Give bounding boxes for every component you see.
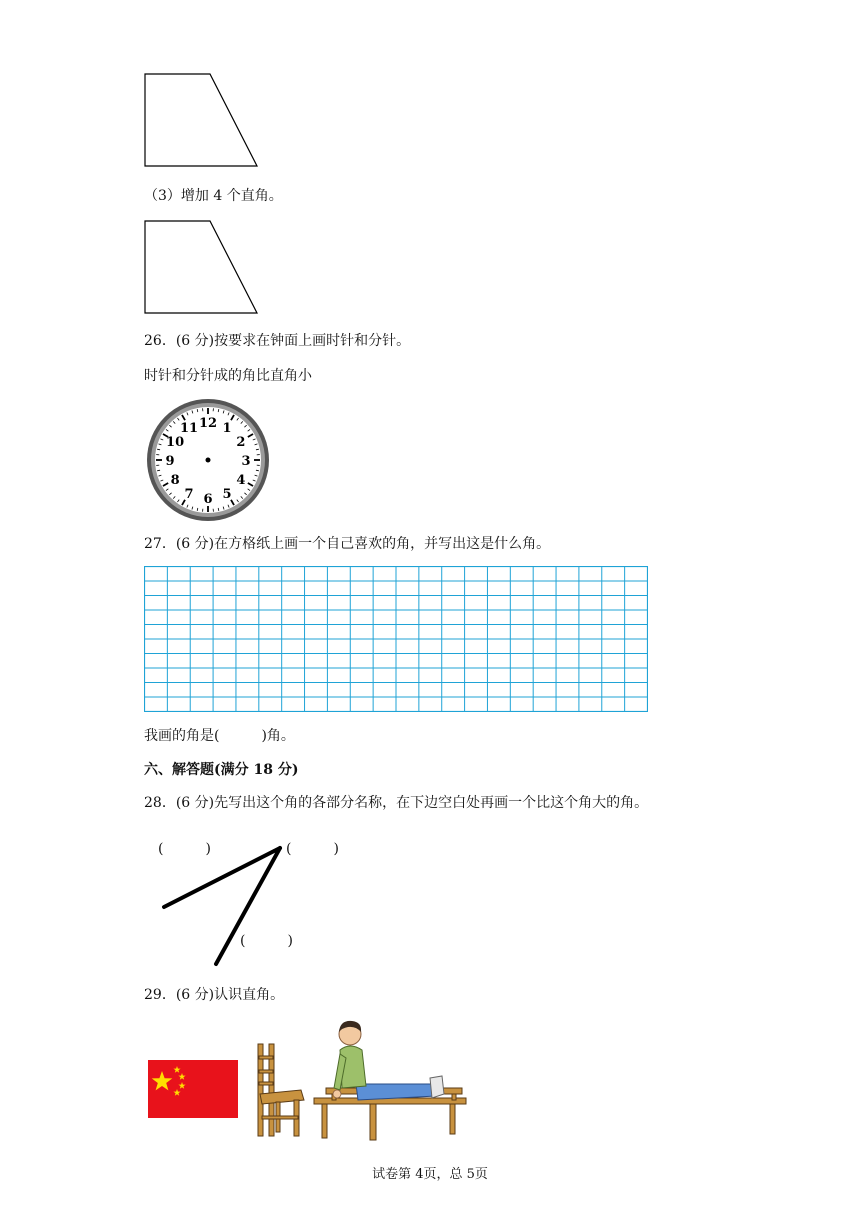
clock-number: 12 — [198, 416, 218, 431]
section6-heading: 六、解答题(满分 18 分) — [144, 762, 299, 778]
q28-blank-vertex[interactable]: ( ) — [286, 841, 339, 857]
trapezoid-figure-2 — [140, 70, 264, 170]
clock-number: 9 — [165, 454, 175, 469]
clock-number: 2 — [236, 435, 246, 450]
q28-title: 28．(6 分)先写出这个角的各部分名称，在下边空白处再画一个比这个角大的角。 — [144, 795, 649, 811]
q27-answer-line: 我画的角是( )角。 — [144, 728, 295, 744]
clock-number: 5 — [222, 486, 232, 502]
q29-title: 29．(6 分)认识直角。 — [144, 987, 285, 1003]
boy-sitting-image — [312, 1014, 468, 1142]
trapezoid-figure-3 — [140, 217, 264, 317]
clock-number: 6 — [203, 492, 213, 507]
clock-number: 1 — [222, 421, 232, 437]
angle-figure — [150, 838, 300, 978]
clock-number: 11 — [179, 421, 199, 437]
clock-number: 4 — [236, 473, 246, 488]
clock-face[interactable] — [144, 396, 272, 524]
q28-blank-bottom[interactable]: ( ) — [240, 933, 293, 949]
q28-blank-left[interactable]: ( ) — [158, 841, 211, 857]
clock-number: 7 — [184, 486, 194, 502]
grid-paper[interactable] — [144, 566, 648, 712]
clock-center-dot — [206, 458, 211, 463]
q26-title: 26．(6 分)按要求在钟面上画时针和分针。 — [144, 333, 411, 349]
page-footer: 试卷第 4页，总 5页 — [372, 1167, 488, 1182]
q25-item3-text: （3）增加 4 个直角。 — [144, 188, 283, 204]
q26-instruction: 时针和分针成的角比直角小 — [144, 368, 312, 384]
clock-number: 10 — [166, 435, 185, 450]
q27-title: 27．(6 分)在方格纸上画一个自己喜欢的角，并写出这是什么角。 — [144, 536, 551, 552]
clock-number: 3 — [241, 454, 251, 469]
clock-number: 8 — [170, 473, 180, 488]
chair-image — [252, 1042, 306, 1138]
china-flag-image — [148, 1060, 238, 1118]
